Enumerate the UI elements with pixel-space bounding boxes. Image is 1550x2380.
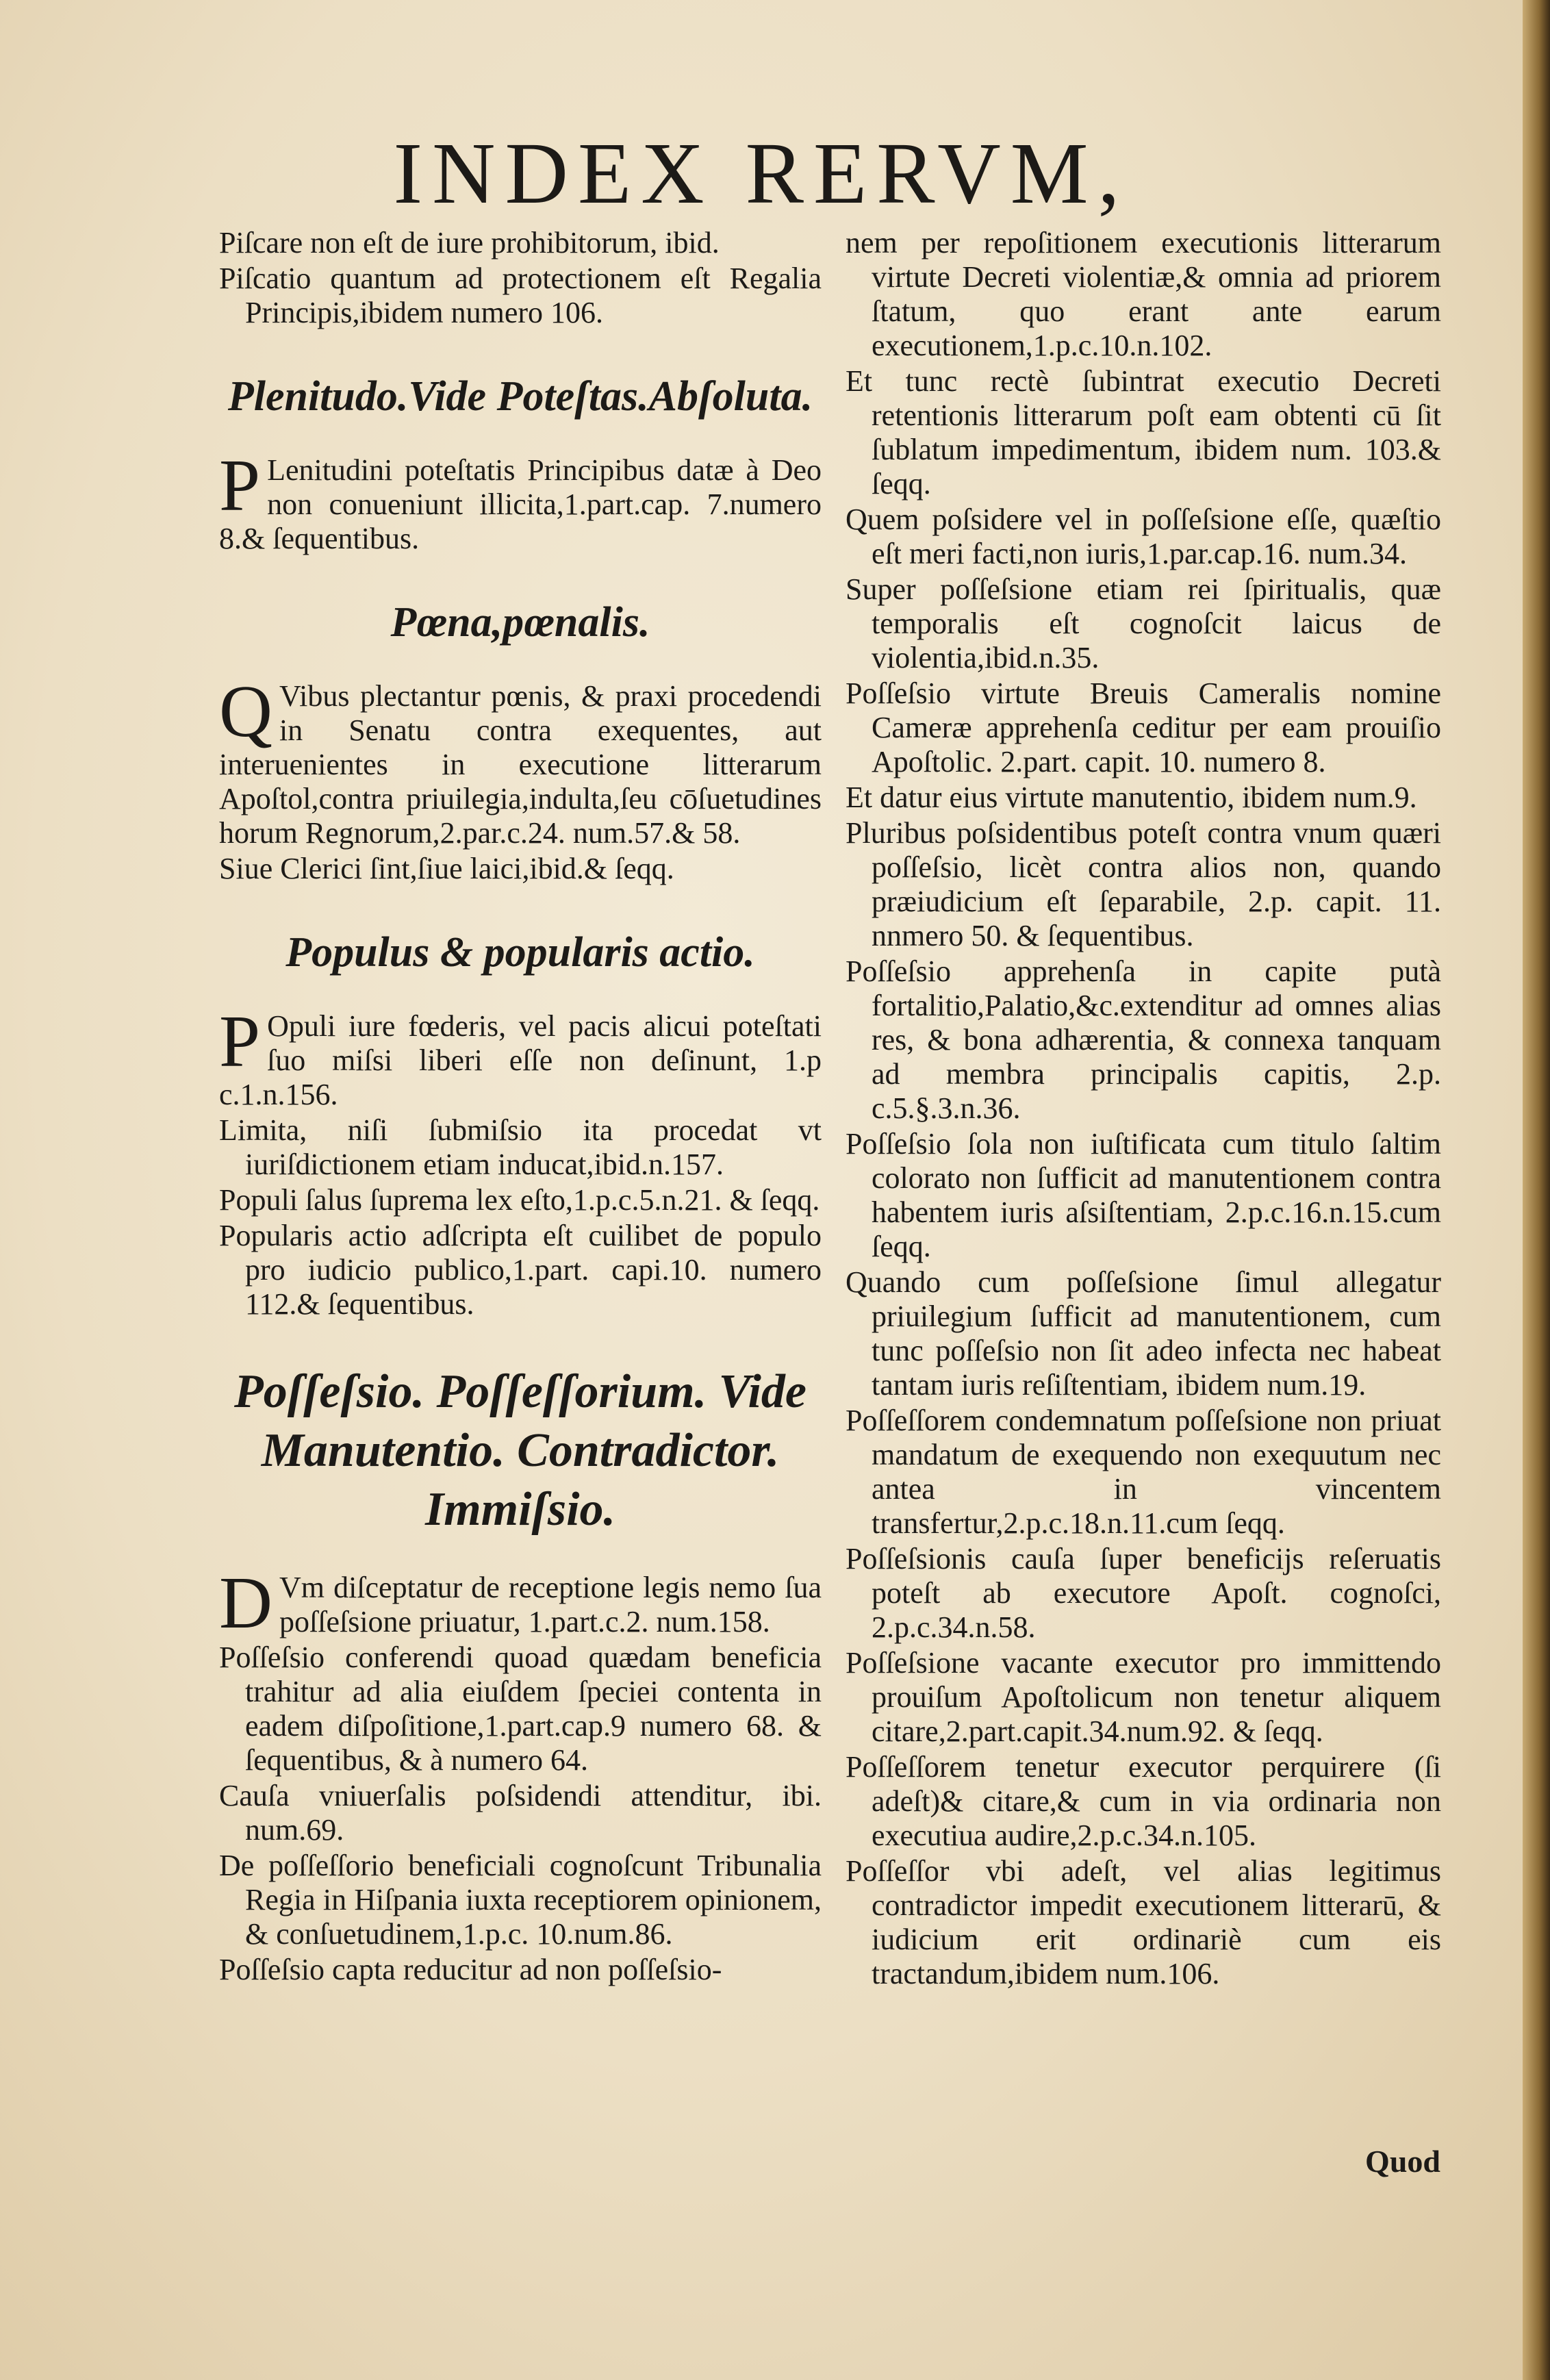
catchword: Quod — [1365, 2144, 1440, 2179]
entry-text: Vm diſceptatur de receptione legis nemo ſua poſſeſsione priuatur, 1.part.c.2. num.158. — [279, 1571, 822, 1638]
index-entry: Cauſa vniuerſalis poſsidendi attenditur, ibi. num.69. — [219, 1779, 822, 1847]
entry-text: Lenitudini poteſtatis Principibus datæ à Deo non conueniunt illicita,1.part.cap. 7.numero 8.& ſequentibus. — [219, 453, 822, 555]
index-entry: Poſſeſsionis cauſa ſuper beneficijs reſeruatis poteſt ab executore Apoſt. cognoſci, 2.p.c.34.n.58. — [846, 1542, 1441, 1644]
index-entry: Poſſeſſor vbi adeſt, vel alias legitimus contradictor impedit executionem litterarū, & iudicium erit ordinariè cum eis tractandum,ibidem num.106. — [846, 1854, 1441, 1990]
index-entry: Poſſeſsio virtute Breuis Cameralis nomine Cameræ apprehenſa ceditur per eam prouiſio Apoſtolic. 2.part. capit. 10. numero 8. — [846, 676, 1441, 778]
index-entry — [219, 445, 822, 556]
entry-text: Opuli iure fœderis, vel pacis alicui poteſtati ſuo miſsi liberi eſſe non deſinunt, 1.p c.1.n.156. — [219, 1009, 822, 1111]
index-entry: Populi ſalus ſuprema lex eſto,1.p.c.5.n.21. & ſeqq. — [219, 1183, 820, 1217]
index-entry: Popularis actio adſcripta eſt cuilibet de populo pro iudicio publico,1.part. capi.10. numero 112.& ſequentibus. — [219, 1219, 822, 1321]
index-entry: Et tunc rectè ſubintrat executio Decreti retentionis litterarum poſt eam obtenti cū ſit ſublatum impedimentum, ibidem num. 103.& ſeqq. — [846, 364, 1441, 501]
index-entry: Et datur eius virtute manutentio, ibidem num.9. — [846, 781, 1417, 814]
page-title: INDEX RERVM, — [393, 125, 1130, 222]
index-entry: Piſcatio quantum ad protectionem eſt Regalia Principis,ibidem numero 106. — [219, 262, 822, 329]
index-entry — [219, 671, 822, 850]
drop-cap: P — [219, 1001, 261, 1083]
drop-cap: D — [219, 1562, 272, 1644]
index-entry — [219, 1562, 822, 1644]
index-entry: Poſſeſsione vacante executor pro immittendo prouiſum Apoſtolicum non tenetur aliquem citare,2.part.capit.34.num.92. & ſeqq. — [846, 1646, 1441, 1748]
drop-cap: Q — [219, 671, 272, 752]
index-entry: Limita, niſi ſubmiſsio ita procedat vt iuriſdictionem etiam inducat,ibid.n.157. — [219, 1113, 822, 1181]
index-entry: De poſſeſſorio beneficiali cognoſcunt Tribunalia Regia in Hiſpania iuxta receptiorem opinionem, & conſuetudinem,1.p.c. 10.num.86. — [219, 1849, 822, 1951]
left-column — [219, 226, 822, 1988]
section-heading-possessio: Poſſeſsio. Poſſeſſorium. Vide Manutentio. Contradictor. Immiſsio. — [234, 1365, 806, 1536]
index-entry: Poſſeſsio ſola non iuſtificata cum titulo ſaltim colorato non ſufficit ad manutentionem contra habentem iuris aſsiſtentiam, 2.p.c.16.n.15.cum ſeqq. — [846, 1127, 1441, 1263]
index-entry: Poſſeſsio capta reducitur ad non poſſeſsio- — [219, 1953, 722, 1986]
drop-cap: P — [219, 445, 261, 527]
index-entry: Poſſeſſorem condemnatum poſſeſsione non priuat mandatum de exequendo non exequutum nec antea in vincentem transfertur,2.p.c.18.n.11.cum ſeqq. — [846, 1404, 1441, 1540]
right-column — [846, 226, 1441, 1992]
index-entry: Poſſeſsio conferendi quoad quædam beneficia trahitur ad alia eiuſdem ſpeciei contenta in eadem diſpoſitione,1.part.cap.9 numero 68. & ſequentibus, & à numero 64. — [219, 1641, 822, 1777]
index-entry: Pluribus poſsidentibus poteſt contra vnum quæri poſſeſsio, licèt contra alios non, quando præiudicium eſt ſeparabile, 2.p. capit. 11. nnmero 50. & ſequentibus. — [846, 816, 1441, 952]
index-entry — [219, 1001, 822, 1112]
index-entry: Piſcare non eſt de iure prohibitorum, ibid. — [219, 226, 720, 259]
index-entry: Siue Clerici ſint,ſiue laici,ibid.& ſeqq. — [219, 852, 674, 885]
index-entry: nem per repoſitionem executionis litterarum virtute Decreti violentiæ,& omnia ad priorem ſtatum, quo erant ante earum executionem,1.p.c.10.n.102. — [846, 226, 1441, 362]
section-heading-populus: Populus & popularis actio. — [285, 929, 755, 976]
section-heading-poena: Pœna,pœnalis. — [390, 599, 650, 646]
index-entry: Poſſeſsio apprehenſa in capite putà fortalitio,Palatio,&c.extenditur ad omnes alias res, & bona adhærentia, & connexa tanquam ad membra principalis capitis, 2.p. c.5.§.3.n.36. — [846, 954, 1441, 1125]
book-binding-edge — [1523, 0, 1550, 2380]
section-heading-plenitudo: Plenitudo.Vide Poteſtas.Abſoluta. — [227, 373, 813, 420]
index-entry: Quando cum poſſeſsione ſimul allegatur priuilegium ſufficit ad manutentionem, cum tunc poſſeſsio non ſit adeo infecta nec habeat tantam iuris reſiſtentiam, ibidem num.19. — [846, 1265, 1441, 1402]
index-entry: Quem poſsidere vel in poſſeſsione eſſe, quæſtio eſt meri facti,non iuris,1.par.cap.16. num.34. — [846, 503, 1441, 570]
entry-text: Vibus plectantur pœnis, & praxi procedendi in Senatu contra exequentes, aut interuenientes in executione litterarum Apoſtol,contra priuilegia,indulta,ſeu cōſuetudines horum Regnorum,2.par.c.24. num.57.& 58. — [219, 679, 822, 850]
index-entry: Super poſſeſsione etiam rei ſpiritualis, quæ temporalis eſt cognoſcit laicus de violentia,ibid.n.35. — [846, 572, 1441, 674]
index-entry: Poſſeſſorem tenetur executor perquirere (ſi adeſt)& citare,& cum in via ordinaria non executiua audire,2.p.c.34.n.105. — [846, 1750, 1441, 1852]
